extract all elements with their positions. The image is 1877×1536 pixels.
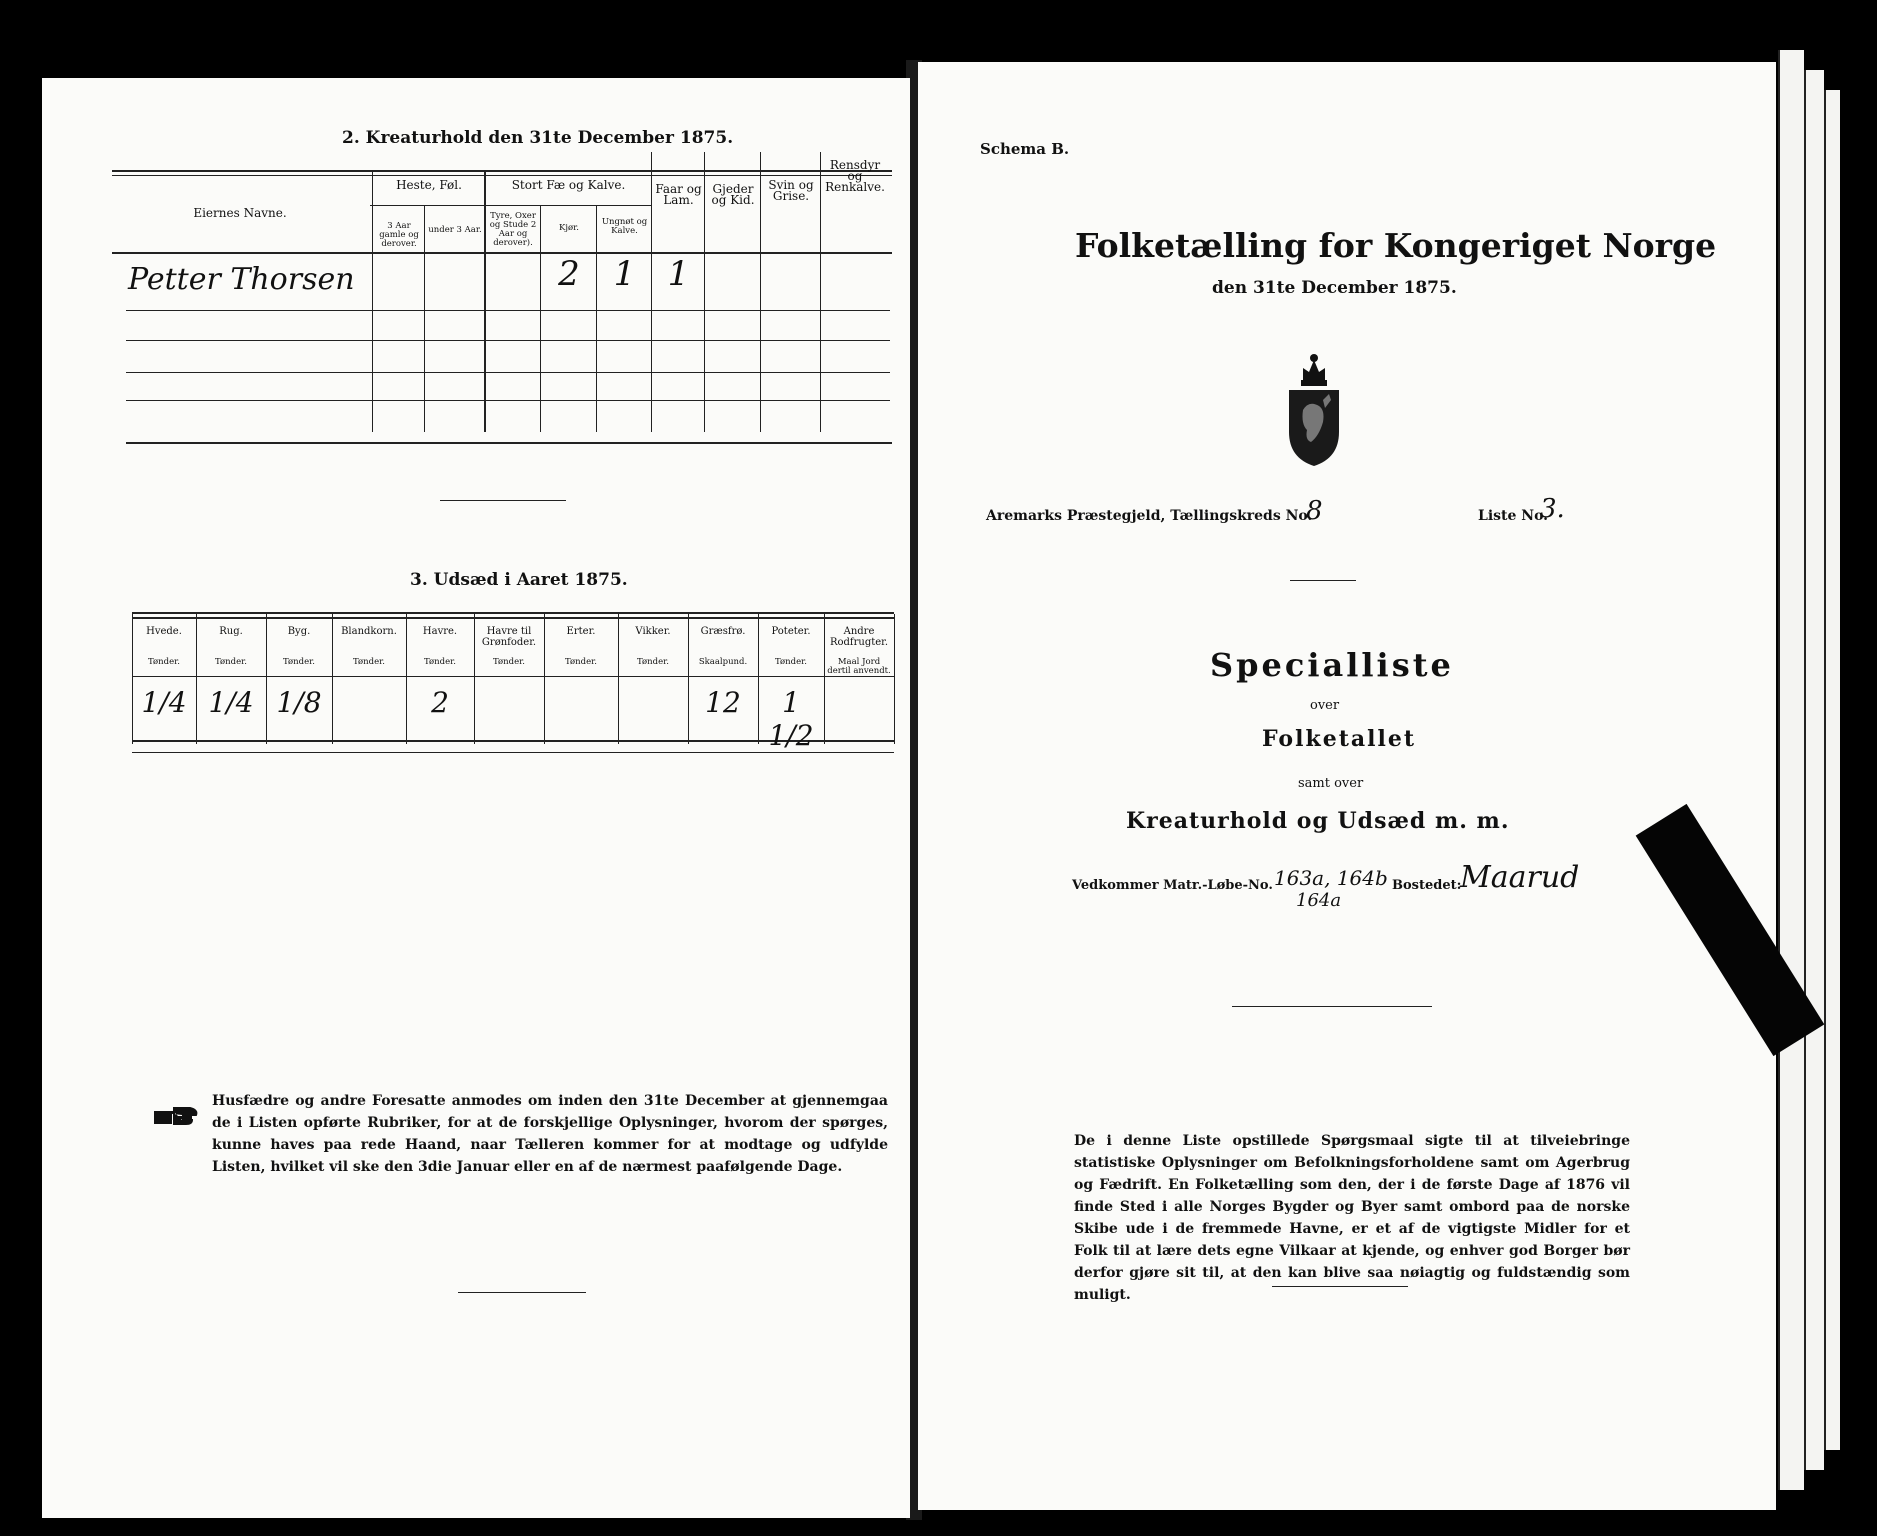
divider [458,1292,586,1293]
table-rule [126,442,892,444]
bostedet-label: Bostedet: [1392,878,1462,893]
header-owner: Eiernes Navne. [193,206,287,220]
sowing-column-header: Græsfrø. [700,626,746,637]
divider [1272,1286,1408,1287]
table-rule [704,152,705,432]
section2-title: 2. Kreaturhold den 31te December 1875. [342,128,734,148]
header-cattle-young: Ungnøt og Kalve. [601,217,648,236]
table-rule [760,152,761,432]
header-sheep: Faar og Lam. [655,182,702,207]
section3-title: 3. Udsæd i Aaret 1875. [410,570,628,590]
table-rule [132,612,894,614]
table-rule [544,614,545,744]
matr-value: 163a, 164b [1274,866,1388,890]
table-rule [132,676,894,677]
value-cows: 2 [558,254,580,294]
table-rule [688,614,689,744]
matr-label: Vedkommer Matr.-Løbe-No. [1072,878,1273,893]
value-sheep: 1 [667,254,690,294]
header-cattle-cows: Kjør. [559,223,579,233]
sowing-value: 1 1/2 [768,686,814,752]
matr-value-2: 164a [1296,890,1342,911]
over-label: over [1310,698,1340,713]
table-rule [618,614,619,744]
header-horses-old: 3 Aar gamle og derover. [379,221,419,249]
sowing-value: 2 [431,686,449,719]
sowing-column-unit: Tønder. [283,657,315,667]
sowing-column-header: Andre Rodfrugter. [829,626,889,648]
table-rule [824,614,825,744]
sowing-value: 1/4 [141,686,187,719]
sowing-column-unit: Tønder. [353,657,385,667]
samt-over-label: samt over [1298,776,1364,791]
header-pigs: Svin og Grise. [768,178,814,203]
sowing-column-unit: Tønder. [493,657,525,667]
date-subtitle: den 31te December 1875. [1212,278,1457,298]
schema-label: Schema B. [980,140,1070,158]
kreaturhold-title: Kreaturhold og Udsæd m. m. [1126,808,1510,834]
sowing-column-unit: Tønder. [424,657,456,667]
specialliste-title: Specialliste [1210,646,1454,684]
bostedet-value: Maarud [1460,860,1580,895]
sowing-column-header: Poteter. [771,626,811,637]
district-number: 8 [1306,496,1323,526]
sowing-column-header: Hvede. [146,626,182,637]
sowing-column-header: Byg. [287,626,311,637]
table-rule [132,752,894,753]
sowing-column-unit: Maal Jord dertil anvendt. [827,657,891,676]
header-goats: Gjeder og Kid. [711,182,755,207]
table-rule [596,205,597,432]
table-rule [540,205,541,432]
table-rule [486,205,652,206]
parish-label: Aremarks Præstegjeld, Tællingskreds No. [986,508,1313,524]
page-edge [1778,50,1804,1490]
header-cattle-bulls: Tyre, Oxer og Stude 2 Aar og derover). [489,211,537,248]
table-rule [126,372,890,373]
folketallet-label: Folketallet [1262,726,1416,752]
header-cattle: Stort Fæ og Kalve. [511,178,626,192]
table-rule [132,614,133,744]
table-rule [112,170,892,172]
header-reindeer: Rensdyr og Renkalve. [825,158,885,194]
table-rule [196,614,197,744]
table-rule [474,614,475,744]
table-rule [651,152,652,432]
header-horses: Heste, Føl. [396,178,462,192]
sowing-column-header: Rug. [219,626,243,637]
value-young-cattle: 1 [613,254,636,294]
sowing-column-header: Vikker. [635,626,671,637]
table-rule [126,400,890,401]
table-rule [266,614,267,744]
sowing-column-header: Erter. [566,626,596,637]
sowing-value: 1/8 [276,686,322,719]
page-edge [1824,90,1840,1450]
sowing-column-header: Blandkorn. [341,626,397,637]
divider [1290,580,1356,581]
table-rule [406,614,407,744]
sowing-column-unit: Tønder. [775,657,807,667]
owner-name: Petter Thorsen [128,262,355,297]
sowing-column-header: Havre til Grønfoder. [481,626,537,648]
sowing-value: 12 [705,686,741,719]
sowing-column-unit: Tønder. [215,657,247,667]
table-rule [372,170,373,432]
table-rule [126,310,890,311]
sowing-column-unit: Skaalpund. [698,657,748,667]
table-rule [126,340,890,341]
sowing-column-unit: Tønder. [637,657,669,667]
table-rule [112,175,892,176]
sowing-column-unit: Tønder. [565,657,597,667]
sowing-column-header: Havre. [422,626,458,637]
main-title: Folketælling for Kongeriget Norge [1075,226,1717,265]
coat-of-arms-icon [1285,350,1343,470]
table-rule [820,152,821,432]
table-rule [894,614,895,744]
header-horses-young: under 3 Aar. [428,225,482,235]
table-rule [424,205,425,432]
sowing-column-unit: Tønder. [148,657,180,667]
table-rule [758,614,759,744]
list-number: 3. [1540,494,1565,524]
table-rule [132,617,894,619]
table-rule [484,170,486,432]
sowing-value: 1/4 [208,686,254,719]
pointing-hand-icon [152,1106,200,1128]
table-rule [112,252,892,254]
intro-paragraph: De i denne Liste opstillede Spørgsmaal sigte til at tilveiebringe statistiske Oplysninger om Befolkningsforholdene samt om Agerbrug og Fædrift. En Folketælling som den, der i de første Dage af 1876 vil finde Sted i alle Norges Bygder og Byer samt ombord paa de norske Skibe ude i de fremmede Havne, er et af de vigtigste Midler for et Folk til at lære dets egne Vilkaar at kjende, og enhver god Borger bør derfor gjøre sit til, at den kan blive saa nøiagtig og fuldstændig som muligt. [1074,1133,1630,1303]
divider [440,500,566,501]
table-rule [332,614,333,744]
list-label: Liste No. [1478,508,1549,524]
divider [1232,1006,1432,1007]
notice-text: Husfædre og andre Foresatte anmodes om inden den 31te December at gjennemgaa de i Listen opførte Rubriker, for at de forskjellige Oplysninger, hvorom der spørges, kunne haves paa rede Haand, naar Tælleren kommer for at modtage og udfylde Listen, hvilket vil ske den 3die Januar eller en af de nærmest paafølgende Dage. [212,1093,888,1175]
page-edge [1804,70,1824,1470]
